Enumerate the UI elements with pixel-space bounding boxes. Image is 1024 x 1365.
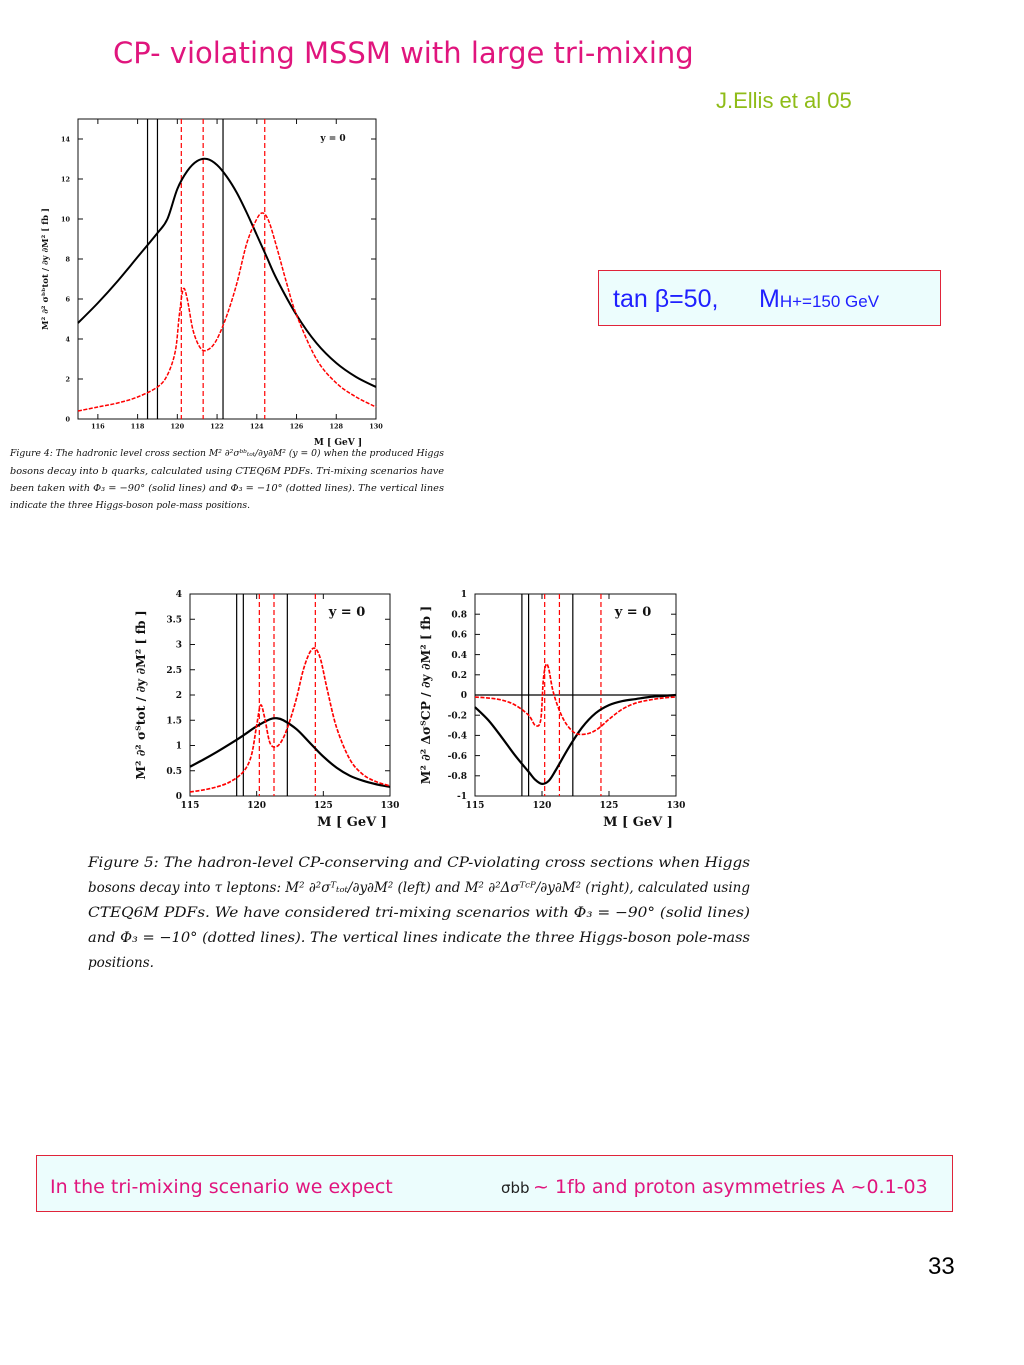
y-tick-label: 0.2	[451, 670, 467, 681]
y-tick-label: 4	[65, 335, 70, 344]
y-tick-label: -1	[457, 792, 467, 803]
curve-dotted	[190, 648, 390, 792]
figure4-caption-line: indicate the three Higgs-boson pole-mass positions.	[10, 500, 250, 511]
mass-symbol: M	[759, 285, 780, 313]
tan-beta-label: tan β=50,	[613, 285, 719, 313]
y-tick-label: 6	[65, 295, 70, 304]
y-axis-label: M² ∂² ΔσᵀCP / ∂y ∂M² [ fb ]	[418, 605, 433, 785]
y-tick-label: 3.5	[166, 615, 182, 626]
y-tick-label: 2.5	[166, 665, 182, 676]
plot-frame	[190, 594, 390, 796]
sigma-bb-symbol: σbb	[501, 1179, 530, 1197]
figure4-caption-line: bosons decay into b quarks, calculated using CTEQ6M PDFs. Tri-mixing scenarios have	[10, 466, 445, 477]
x-tick-label: 115	[465, 801, 485, 811]
x-tick-label: 118	[130, 422, 145, 431]
y-tick-label: 0.6	[451, 630, 467, 641]
y-axis-label: M² ∂² σᵇᵇtot / ∂y ∂M² [ fb ]	[41, 208, 51, 330]
y-tick-label: -0.4	[447, 731, 467, 742]
y-tick-label: 3	[175, 640, 182, 651]
y-tick-label: 1.5	[166, 716, 182, 727]
figure4-caption-line: been taken with Φ₃ = −90° (solid lines) and Φ₃ = −10° (dotted lines). The vertical lines	[10, 483, 445, 494]
curve-solid	[475, 695, 676, 784]
y-tick-label: 0	[175, 792, 182, 803]
figure5-caption-line: bosons decay into τ leptons: M² ∂²σᵀₜₒₜ/∂y∂M² (left) and M² ∂²Δσᵀᶜᴾ/∂y∂M² (right), calculated using	[88, 880, 751, 896]
x-tick-label: 115	[180, 801, 200, 811]
y-tick-label: 12	[60, 175, 70, 184]
annotation-label: y = 0	[328, 605, 366, 620]
y-tick-label: 1	[175, 741, 182, 752]
y-tick-label: 0.8	[451, 610, 467, 621]
figure5-caption-line: positions.	[88, 955, 154, 971]
figure5-caption-line: Figure 5: The hadron-level CP-conserving and CP-violating cross sections when Higgs	[86, 855, 750, 871]
y-axis-label: M² ∂² σᵀtot / ∂y ∂M² [ fb ]	[133, 610, 148, 780]
x-tick-label: 125	[599, 801, 619, 811]
plot-frame	[78, 119, 376, 419]
x-tick-label: 128	[329, 422, 344, 431]
curve-solid	[78, 159, 376, 387]
y-tick-label: 1	[460, 590, 467, 601]
x-tick-label: 120	[532, 801, 552, 811]
conclusion-text-end: ~ 1fb and proton asymmetries A ~0.1-03	[533, 1176, 928, 1198]
figure5-caption-line: CTEQ6M PDFs. We have considered tri-mixing scenarios with Φ₃ = −90° (solid lines)	[88, 905, 751, 921]
chart-fig5-left	[133, 590, 399, 830]
x-tick-label: 122	[210, 422, 224, 431]
x-tick-label: 130	[380, 801, 400, 811]
x-tick-label: 124	[250, 422, 264, 431]
x-tick-label: 120	[170, 422, 185, 431]
chart-fig4	[41, 119, 383, 448]
y-tick-label: 0.5	[166, 766, 182, 777]
x-axis-label: M [ GeV ]	[313, 438, 363, 448]
x-axis-label: M [ GeV ]	[603, 815, 673, 830]
x-tick-label: 125	[313, 801, 333, 811]
y-tick-label: 4	[175, 590, 182, 601]
page-number: 33	[928, 1253, 955, 1280]
y-tick-label: 0	[65, 415, 70, 424]
curve-solid	[190, 718, 390, 787]
y-tick-label: -0.6	[447, 751, 467, 762]
y-tick-label: -0.2	[447, 711, 467, 722]
y-tick-label: -0.8	[447, 771, 467, 782]
y-tick-label: 0	[460, 691, 467, 702]
figure5-caption	[87, 855, 750, 971]
y-tick-label: 8	[65, 255, 70, 264]
curve-dotted	[475, 664, 676, 734]
y-tick-label: 0.4	[451, 650, 467, 661]
author-credit: J.Ellis et al 05	[716, 88, 852, 113]
x-tick-label: 126	[289, 422, 304, 431]
x-axis-label: M [ GeV ]	[317, 815, 387, 830]
x-tick-label: 130	[666, 801, 686, 811]
y-tick-label: 2	[175, 691, 182, 702]
slide-title: CP- violating MSSM with large tri-mixing	[113, 36, 694, 70]
curve-dotted	[78, 213, 376, 411]
chart-fig5-right	[418, 590, 685, 830]
y-tick-label: 14	[60, 135, 70, 144]
mass-value: H+=150 GeV	[779, 292, 880, 311]
y-tick-label: 2	[65, 375, 70, 384]
x-tick-label: 130	[369, 422, 383, 431]
x-tick-label: 120	[247, 801, 267, 811]
figure5-caption-line: and Φ₃ = −10° (dotted lines). The vertical lines indicate the three Higgs-boson pole-mass	[88, 930, 750, 946]
annotation-label: y = 0	[320, 134, 346, 144]
y-tick-label: 10	[60, 215, 70, 224]
x-tick-label: 116	[91, 422, 105, 431]
figure4-caption-line: Figure 4: The hadronic level cross section M² ∂²σᵇᵇₜₒₜ/∂y∂M² (y = 0) when the produced Higgs	[9, 448, 445, 459]
figure4-caption	[9, 448, 444, 511]
annotation-label: y = 0	[614, 605, 652, 620]
conclusion-text-start: In the tri-mixing scenario we expect	[50, 1176, 393, 1198]
